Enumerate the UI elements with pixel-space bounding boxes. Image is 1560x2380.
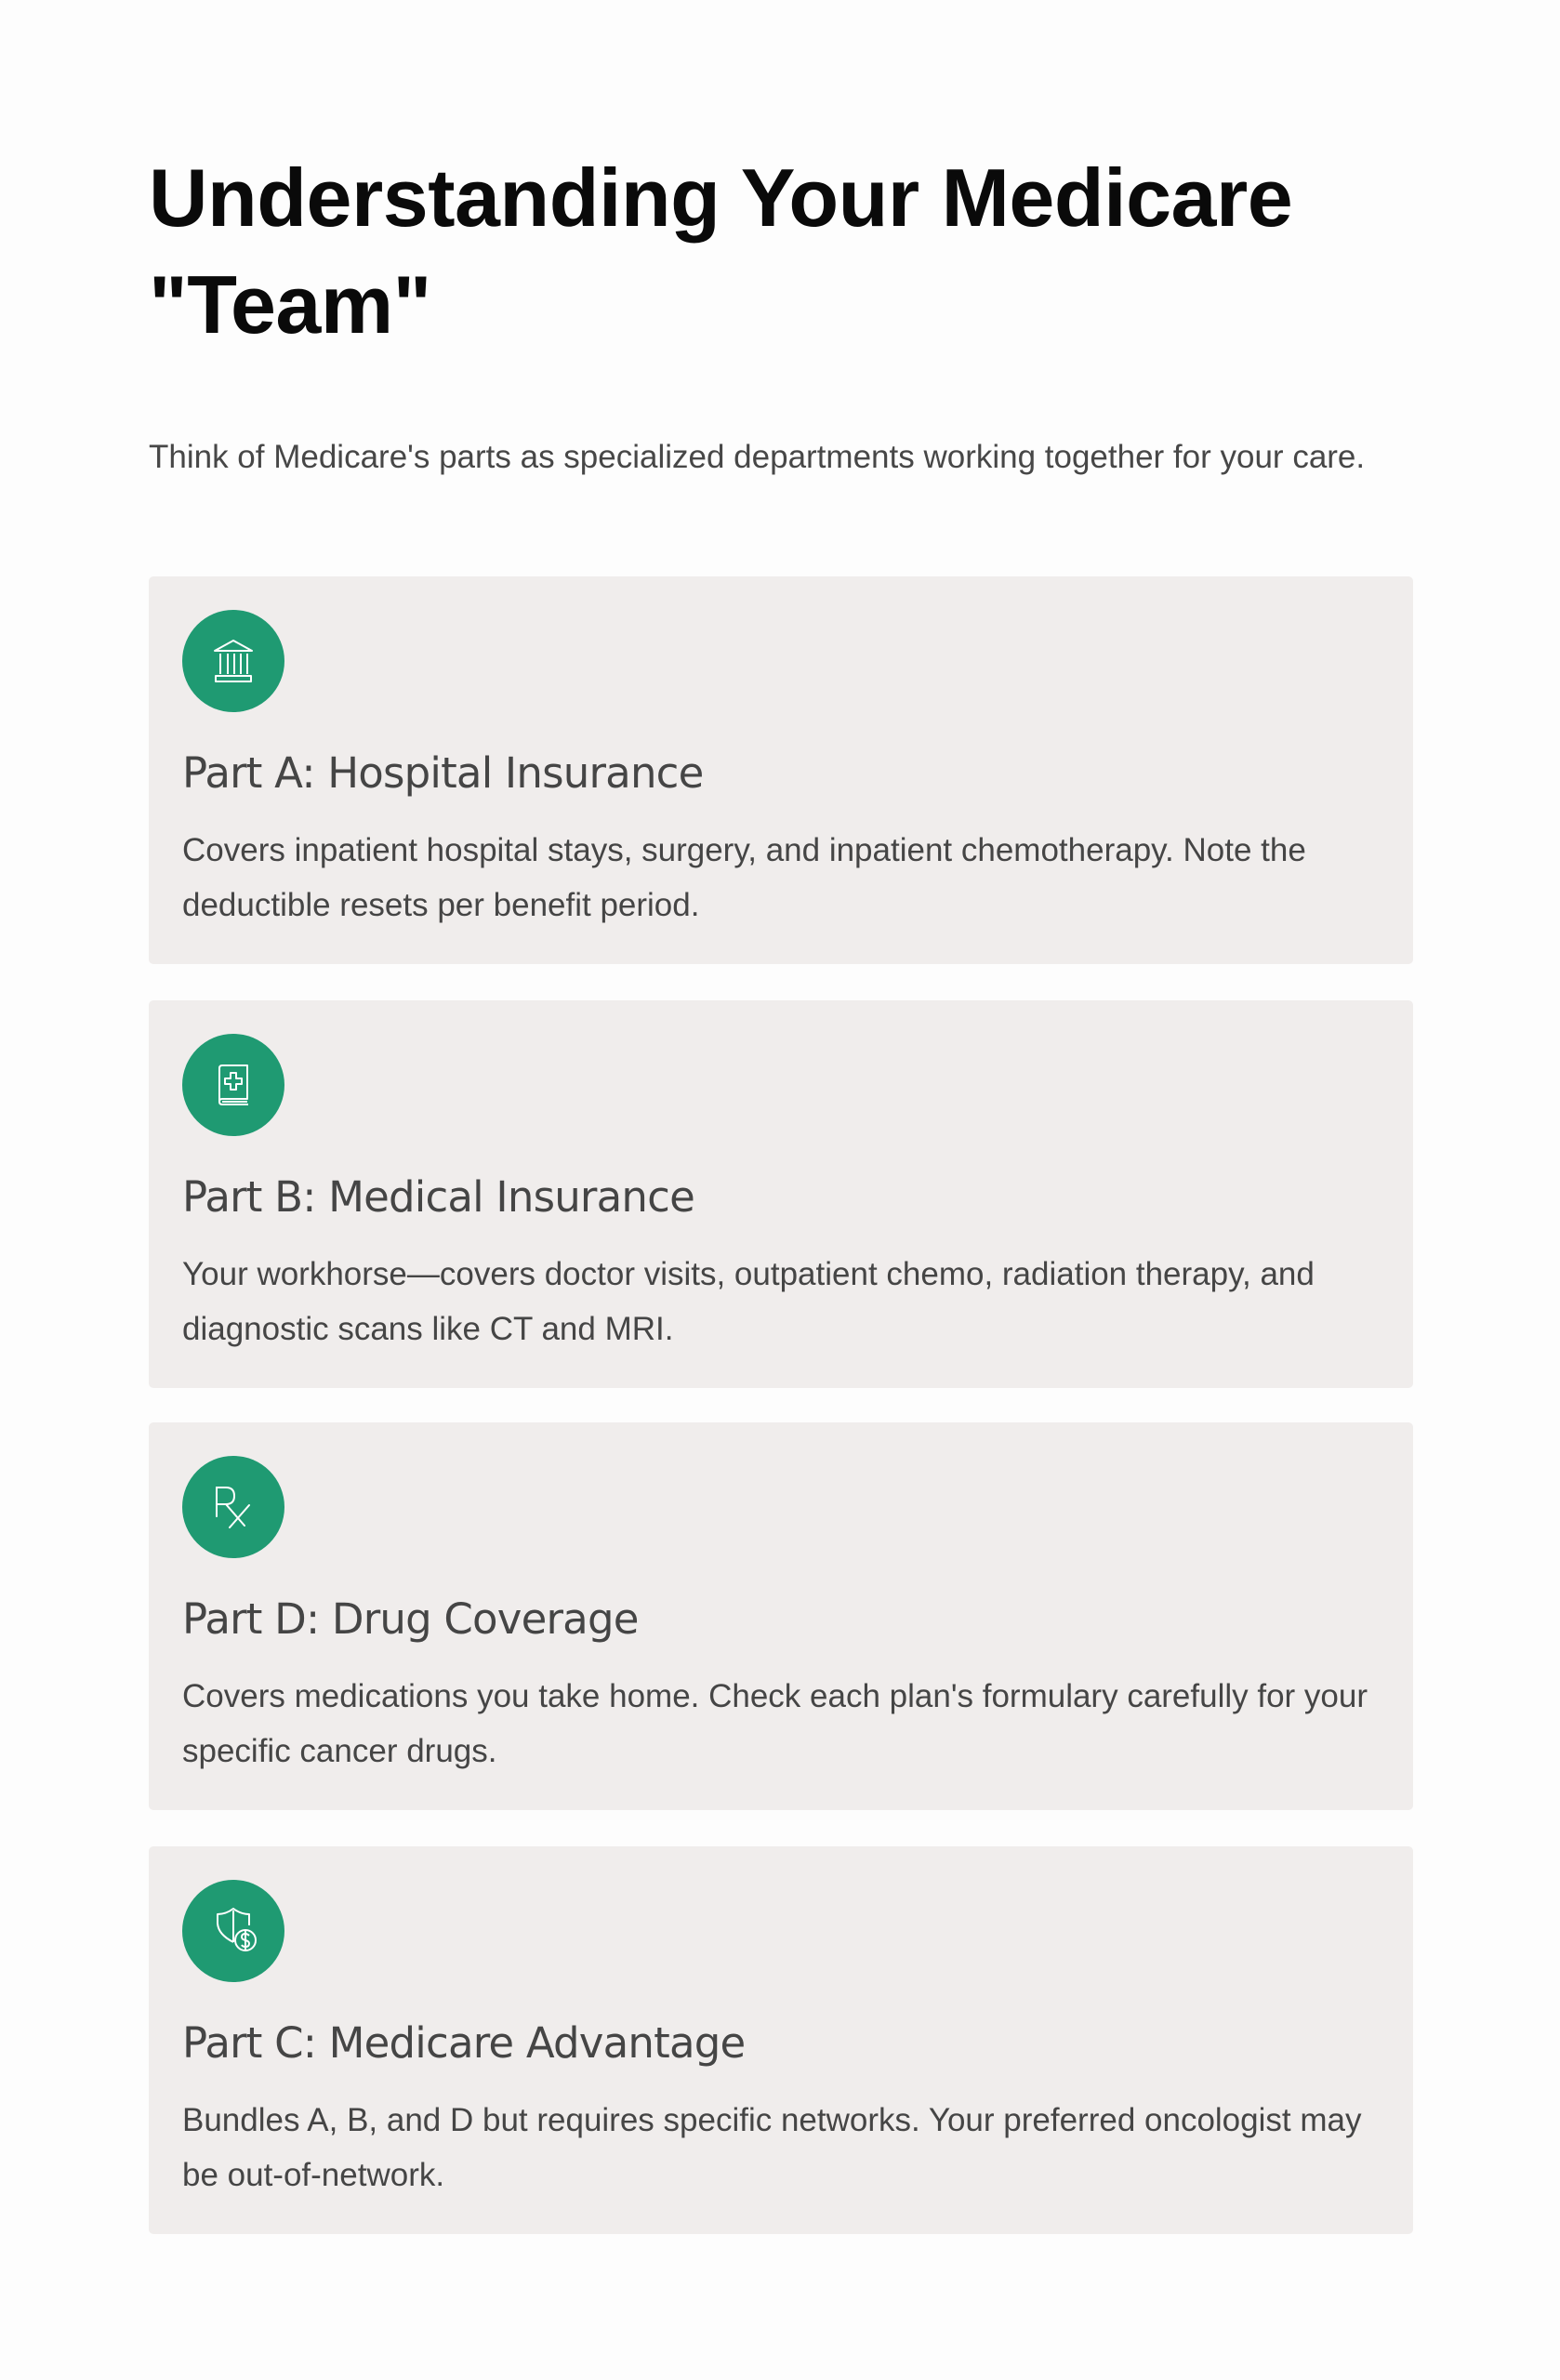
card-part-d <box>149 1422 1413 1810</box>
page-title: Understanding Your Medicare "Team" <box>149 152 1293 350</box>
shield-dollar-icon <box>205 1903 261 1959</box>
card-description: Covers medications you take home. Check each plan's formulary carefully for your specific cancer drugs. <box>182 1678 1368 1769</box>
card-description: Covers inpatient hospital stays, surgery, and inpatient chemotherapy. Note the deductible resets per benefit period. <box>182 832 1306 923</box>
medical-book-icon <box>205 1057 261 1113</box>
card-part-a <box>149 576 1413 964</box>
rx-prescription-icon <box>205 1479 261 1535</box>
card-description: Bundles A, B, and D but requires specific networks. Your preferred oncologist may be out-of-network. <box>182 2102 1362 2193</box>
card-heading: Part B: Medical Insurance <box>182 1172 694 1222</box>
icon-badge <box>182 610 284 712</box>
icon-badge <box>182 1456 284 1558</box>
card-part-c <box>149 1846 1413 2234</box>
page-subtitle: Think of Medicare's parts as specialized departments working together for your care. <box>149 439 1366 475</box>
card-heading: Part D: Drug Coverage <box>182 1594 639 1644</box>
bank-building-icon <box>205 633 261 689</box>
icon-badge <box>182 1880 284 1982</box>
card-heading: Part C: Medicare Advantage <box>182 2018 746 2068</box>
card-part-b <box>149 1000 1413 1388</box>
card-description: Your workhorse—covers doctor visits, outpatient chemo, radiation therapy, and diagnostic scans like CT and MRI. <box>182 1256 1315 1347</box>
card-heading: Part A: Hospital Insurance <box>182 748 704 798</box>
icon-badge <box>182 1034 284 1136</box>
